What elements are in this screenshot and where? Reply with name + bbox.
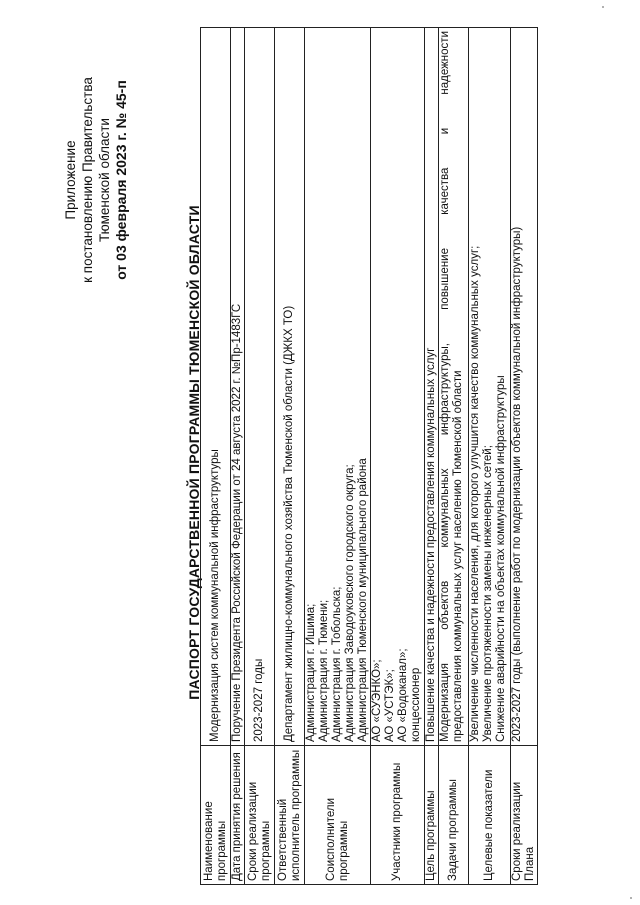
row-label: Цель программы — [425, 746, 439, 885]
row-value — [439, 28, 469, 746]
value-line: предоставления коммунальных услуг населению Тюменской области — [452, 370, 464, 742]
row-label: Соисполнители программы — [305, 746, 371, 885]
value-line: Увеличение численности населения, для которого улучшится качество коммунальных услуг; — [469, 245, 481, 742]
value-line: АО «УСТЭК»; — [384, 669, 396, 742]
value-line: 2023-2027 годы (выполнение работ по модернизации объектов коммунальной инфраструктуры) — [511, 226, 523, 742]
value-line: концессионер — [410, 667, 422, 742]
table-row — [245, 28, 275, 885]
row-value — [245, 28, 275, 746]
value-line: Модернизация объектов коммунальных инфраструктуры, повышение качества и надежности — [439, 31, 451, 742]
row-value — [511, 28, 538, 746]
table-row — [371, 28, 425, 885]
value-line: Модернизация систем коммунальной инфраструктуры — [209, 449, 221, 742]
header-appendix: Приложение — [63, 140, 78, 220]
value-line: АО «Водоканал»; — [397, 648, 409, 742]
row-label: Сроки реализации Плана — [511, 746, 538, 885]
header-region: Тюменской области — [97, 118, 112, 242]
row-label: Целевые показатели — [469, 746, 511, 885]
document-header — [62, 55, 130, 305]
passport-table — [200, 27, 538, 885]
row-label: Сроки реализации программы — [245, 746, 275, 885]
row-label: Задачи программы — [439, 746, 469, 885]
row-value — [469, 28, 511, 746]
table-row — [511, 28, 538, 885]
table-row — [439, 28, 469, 885]
value-line: Администрация Тюменского муниципального района — [357, 458, 369, 742]
value-line: Администрация г. Ишима; — [305, 603, 317, 742]
table-row — [201, 28, 231, 885]
value-line: 2023-2027 годы — [253, 658, 265, 742]
row-value — [275, 28, 305, 746]
header-date-number: от 03 февраля 2023 г. № 45-п — [113, 80, 129, 280]
row-label: Дата принятия решения — [231, 746, 245, 885]
table-row — [425, 28, 439, 885]
row-label: Наименование программы — [201, 746, 231, 885]
value-line: Увеличение протяженности замены инженерных сетей; — [482, 445, 494, 742]
scan-speck — [630, 897, 632, 899]
value-line: Администрация г. Тюмени; — [318, 599, 330, 742]
page-title: ПАСПОРТ ГОСУДАРСТВЕННОЙ ПРОГРАММЫ ТЮМЕНСКОЙ ОБЛАСТИ — [186, 205, 202, 700]
value-line: Администрация Заводоуковского городского округа; — [344, 464, 356, 742]
row-value — [305, 28, 371, 746]
value-line: Повышение качества и надежности предоставления коммунальных услуг — [425, 347, 437, 742]
row-label: Ответственный исполнитель программы — [275, 746, 305, 885]
value-line: Поручение Президента Российской Федерации от 24 августа 2022 г. №Пр-1483ГС — [231, 303, 243, 742]
scan-speck — [602, 6, 604, 8]
value-line: Администрация г. Тобольска; — [331, 586, 343, 742]
row-label: Участники программы — [371, 746, 425, 885]
value-line: Снижение аварийности на объектах коммунальной инфраструктуры — [495, 375, 507, 742]
header-resolution: к постановлению Правительства — [80, 77, 95, 283]
table-row — [231, 28, 245, 885]
table-row — [275, 28, 305, 885]
value-line: Департамент жилищно-коммунального хозяйства Тюменской области (ДЖКХ ТО) — [283, 305, 295, 742]
table-row — [305, 28, 371, 885]
row-value — [425, 28, 439, 746]
table-row — [469, 28, 511, 885]
row-value — [201, 28, 231, 746]
row-value — [371, 28, 425, 746]
row-value — [231, 28, 245, 746]
value-line: АО «СУЭНКО»; — [371, 659, 383, 742]
